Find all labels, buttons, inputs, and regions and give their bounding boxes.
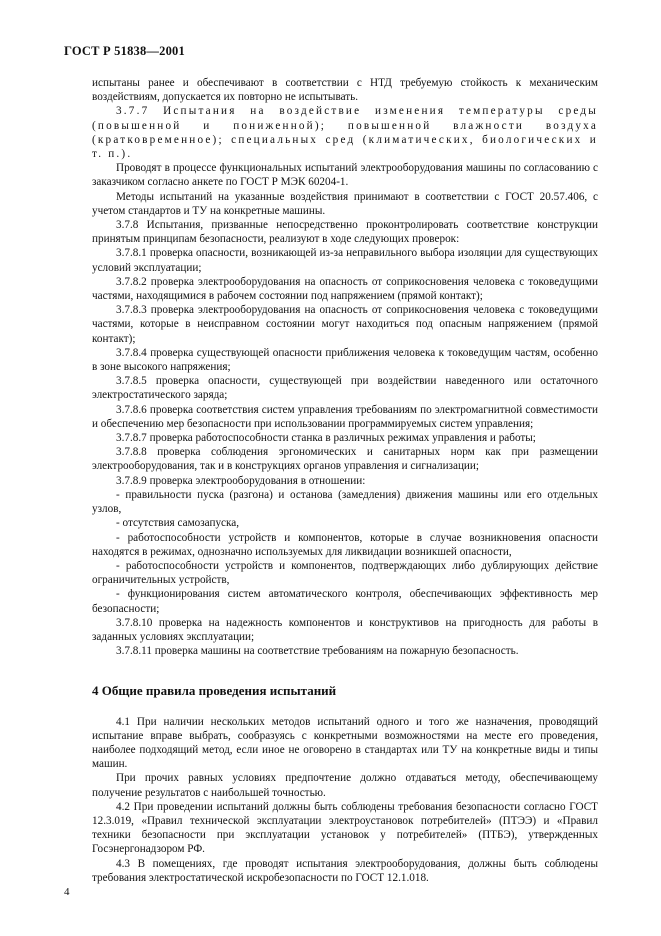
page-number: 4 [64, 886, 70, 898]
paragraph: Методы испытаний на указанные воздействия принимают в соответствии с ГОСТ 20.57.406, с учетом стандартов и ТУ на конкретные машины. [92, 190, 598, 217]
paragraph-3-7-8-1: 3.7.8.1 проверка опасности, возникающей из-за неправильного выбора изоляции для существующих условий эксплуатации; [92, 247, 598, 274]
list-item: - работоспособности устройств и компонентов, которые в случае возникновения опасности находятся в режимах, однозначно используемых для ликвидации возникшей опасности, [92, 531, 598, 558]
paragraph-4-2: 4.2 При проведении испытаний должны быть соблюдены требования безопасности согласно ГОСТ 12.3.019, «Правил технической эксплуатации электроустановок потребителей» (ПТЭЭ) и «Правил техники безопасности при эксплуатации установок у потребителей» (ПТБЭ), утвержденных Госэнергонадзором РФ. [92, 800, 598, 856]
paragraph-3-7-8: 3.7.8 Испытания, призванные непосредственно проконтролировать соответствие конструкции принятым принципам безопасности, реализуют в ходе следующих проверок: [92, 219, 598, 246]
document-header: ГОСТ Р 51838—2001 [64, 44, 185, 58]
paragraph-3-7-8-3: 3.7.8.3 проверка электрооборудования на опасность от соприкосновения человека с токоведущими частями, которые в неисправном состоянии могут находиться под опасным напряжением (прямой контакт); [92, 304, 598, 345]
list-item: - работоспособности устройств и компонентов, подтверждающих либо дублирующих действие ограничительных устройств, [92, 559, 598, 587]
list-item: - функционирования систем автоматического контроля, обеспечивающих эффективность мер безопасности; [92, 588, 598, 615]
section-heading: 4 Общие правила проведения испытаний [92, 683, 337, 699]
paragraph-3-7-8-10: 3.7.8.10 проверка на надежность компонентов и конструктивов на пригодность для работы в заданных условиях эксплуатации; [92, 616, 598, 643]
paragraph-4-1: 4.1 При наличии нескольких методов испытаний одного и того же назначения, проводящий испытание вправе выбрать, сообразуясь с конкретными возможностями на месте его проведения, наиболее подходящий метод, если иное не оговорено в стандартах или ТУ на конкретные виды и типы машин. [92, 715, 598, 771]
paragraph: Проводят в процессе функциональных испытаний электрооборудования машины по согласованию с заказчиком согласно анкете по ГОСТ Р МЭК 60204-1. [92, 162, 598, 189]
document-body [92, 76, 598, 885]
paragraph: При прочих равных условиях предпочтение должно отдаваться методу, обеспечивающему получение результатов с наибольшей точностью. [92, 772, 598, 799]
paragraph-3-7-8-5: 3.7.8.5 проверка опасности, существующей при воздействии наведенного или остаточного электростатического заряда; [92, 375, 598, 402]
paragraph-3-7-8-2: 3.7.8.2 проверка электрооборудования на опасность от соприкосновения человека с токоведущими частями, находящимися в рабочем состоянии под напряжением (прямой контакт); [92, 275, 598, 303]
paragraph-3-7-8-7: 3.7.8.7 проверка работоспособности станка в различных режимах управления и работы; [116, 432, 536, 445]
paragraph: испытаны ранее и обеспечивают в соответствии с НТД требуемую стойкость к механическим воздействиям, допускается их повторно не испытывать. [92, 77, 598, 104]
paragraph-4-3: 4.3 В помещениях, где проводят испытания электрооборудования, должны быть соблюдены требования электростатической искробезопасности по ГОСТ 12.1.018. [92, 857, 598, 884]
paragraph-3-7-8-4: 3.7.8.4 проверка существующей опасности приближения человека к токоведущим частям, особенно в зоне высокого напряжения; [92, 346, 598, 374]
paragraph-3-7-8-6: 3.7.8.6 проверка соответствия систем управления требованиям по электромагнитной совместимости и обеспечению мер безопасности при использовании программируемых систем управления; [92, 403, 598, 430]
list-item: - отсутствия самозапуска, [116, 517, 240, 530]
paragraph-3-7-8-8: 3.7.8.8 проверка соблюдения эргономических и санитарных норм как при размещении электрооборудования, так и в конструкциях органов управления и сигнализации; [92, 446, 598, 473]
paragraph-3-7-8-11: 3.7.8.11 проверка машины на соответствие требованиям на пожарную безопасность. [116, 645, 519, 658]
list-item: - правильности пуска (разгона) и останова (замедления) движения машины или его отдельных узлов, [92, 488, 598, 516]
paragraph-3-7-8-9: 3.7.8.9 проверка электрооборудования в отношении: [116, 474, 366, 487]
paragraph-3-7-7: 3.7.7 Испытания на воздействие изменения температуры среды (повышенной и пониженной); повышенной влажности воздуха (кратковременное); специальных сред (климатических, биологических и т. п.). [92, 105, 598, 161]
